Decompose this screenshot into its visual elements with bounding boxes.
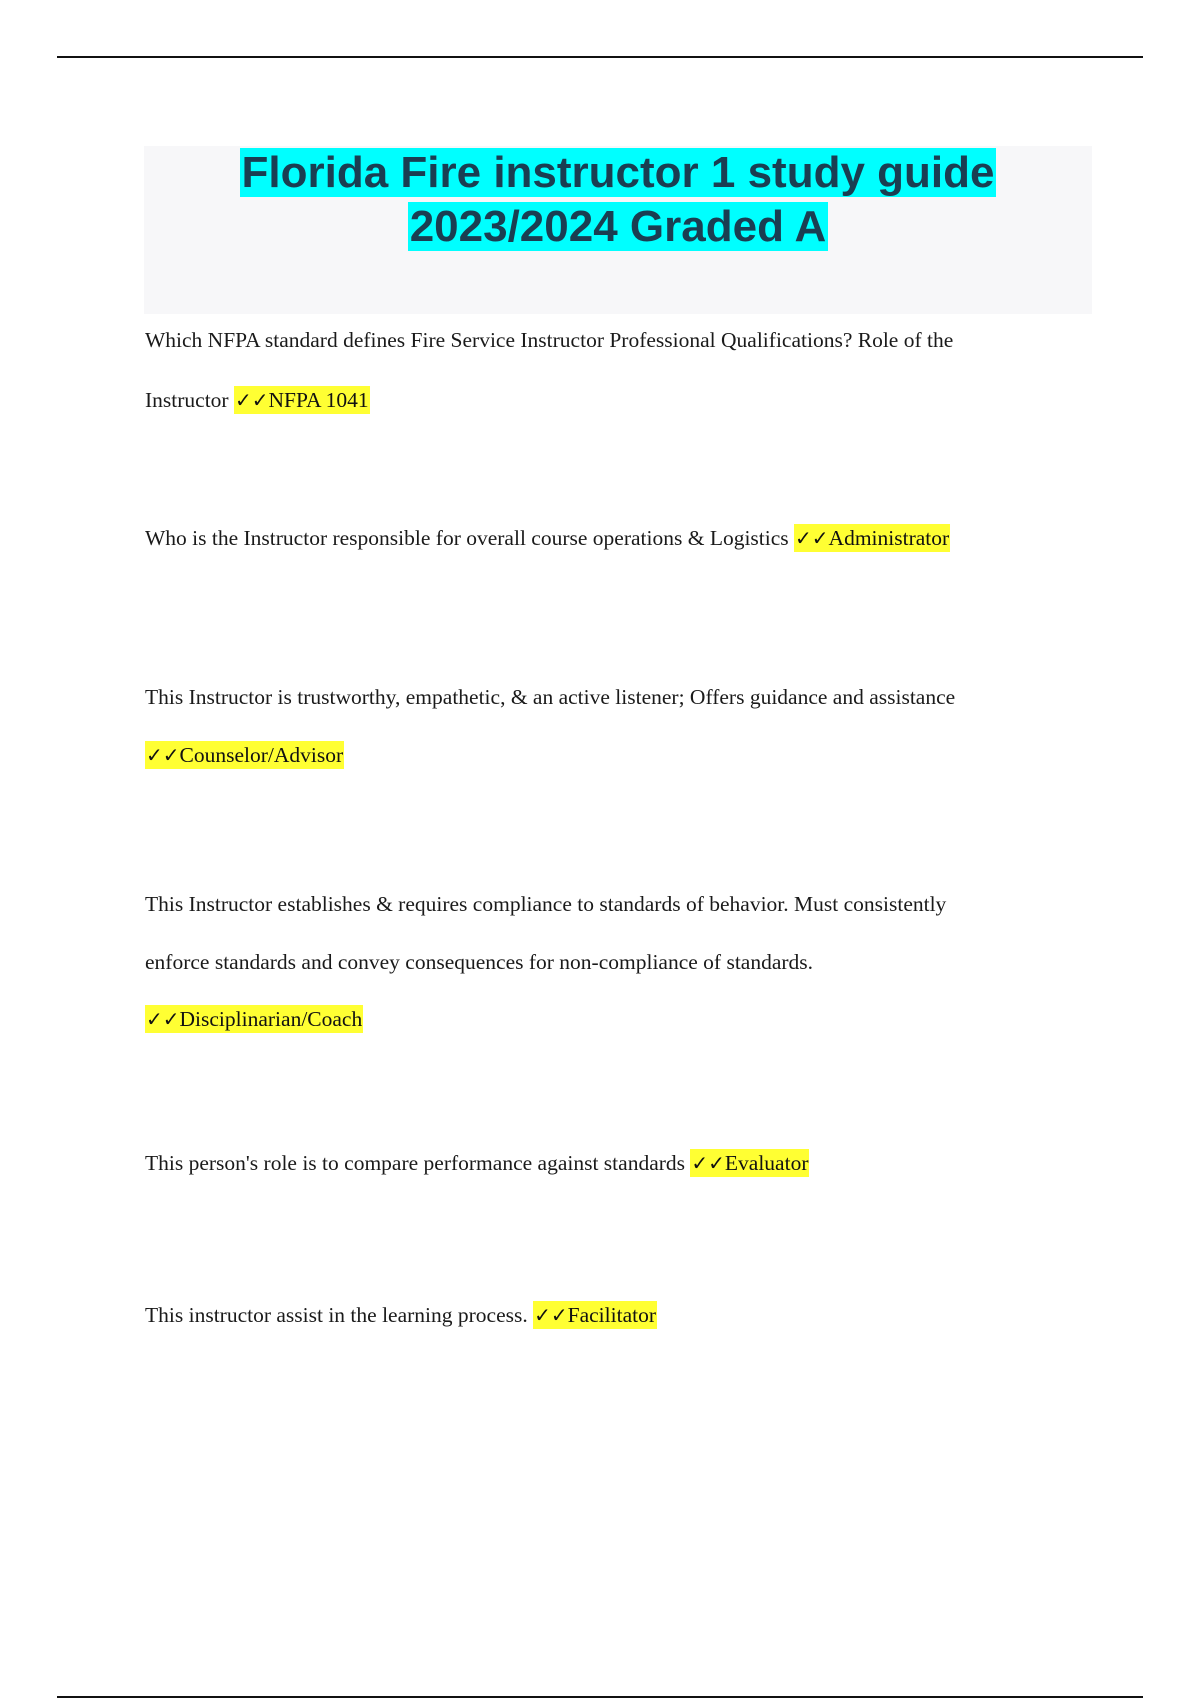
question-1-line-2 — [145, 370, 1085, 430]
answer-2: Administrator — [828, 526, 950, 550]
question-2-line — [145, 520, 1085, 556]
check-mark-icon: ✓✓ — [691, 1151, 725, 1175]
question-3-text: This Instructor is trustworthy, empathetic, & an active listener; Offers guidance and assistance — [145, 685, 956, 709]
answer-4: Disciplinarian/Coach — [179, 1007, 363, 1031]
answer-highlight-2 — [794, 524, 950, 552]
document-title — [144, 146, 1092, 254]
qa-item-3 — [145, 668, 1085, 784]
qa-item-6 — [145, 1297, 1085, 1333]
footer-rule — [57, 1696, 1143, 1698]
check-mark-icon: ✓✓ — [795, 526, 829, 550]
qa-item-2 — [145, 520, 1085, 556]
check-mark-icon: ✓✓ — [146, 743, 180, 767]
qa-item-1 — [145, 310, 1085, 430]
answer-highlight-4 — [145, 1005, 363, 1033]
question-6-text: This instructor assist in the learning process. — [145, 1303, 534, 1327]
answer-highlight-3 — [145, 741, 344, 769]
question-6-line — [145, 1297, 1085, 1333]
answer-6: Facilitator — [567, 1303, 657, 1327]
check-mark-icon: ✓✓ — [534, 1303, 568, 1327]
question-4-line-1: This Instructor establishes & requires compliance to standards of behavior. Must consistently — [145, 892, 947, 916]
answer-highlight-1 — [234, 386, 370, 414]
answer-5: Evaluator — [724, 1151, 809, 1175]
question-5-line — [145, 1145, 1085, 1181]
question-1-text: Instructor — [145, 388, 234, 412]
answer-4-line — [145, 991, 1085, 1049]
answer-1: NFPA 1041 — [268, 388, 369, 412]
answer-highlight-5 — [690, 1149, 809, 1177]
check-mark-icon: ✓✓ — [234, 388, 269, 412]
qa-item-4 — [145, 876, 1085, 1049]
question-5-text: This person's role is to compare performance against standards — [145, 1151, 691, 1175]
question-1-line-1: Which NFPA standard defines Fire Service Instructor Professional Qualifications? Role of the — [145, 328, 954, 352]
answer-3-line — [145, 726, 1085, 784]
title-line-2: 2023/2024 Graded A — [409, 202, 827, 251]
qa-item-5 — [145, 1145, 1085, 1181]
check-mark-icon: ✓✓ — [146, 1007, 180, 1031]
question-2-text: Who is the Instructor responsible for overall course operations & Logistics — [145, 526, 795, 550]
question-4-line-2: enforce standards and convey consequences for non-compliance of standards. — [145, 949, 814, 974]
answer-3: Counselor/Advisor — [179, 743, 344, 767]
title-line-1: Florida Fire instructor 1 study guide — [241, 148, 995, 197]
header-rule — [57, 56, 1143, 58]
answer-highlight-6 — [533, 1301, 657, 1329]
